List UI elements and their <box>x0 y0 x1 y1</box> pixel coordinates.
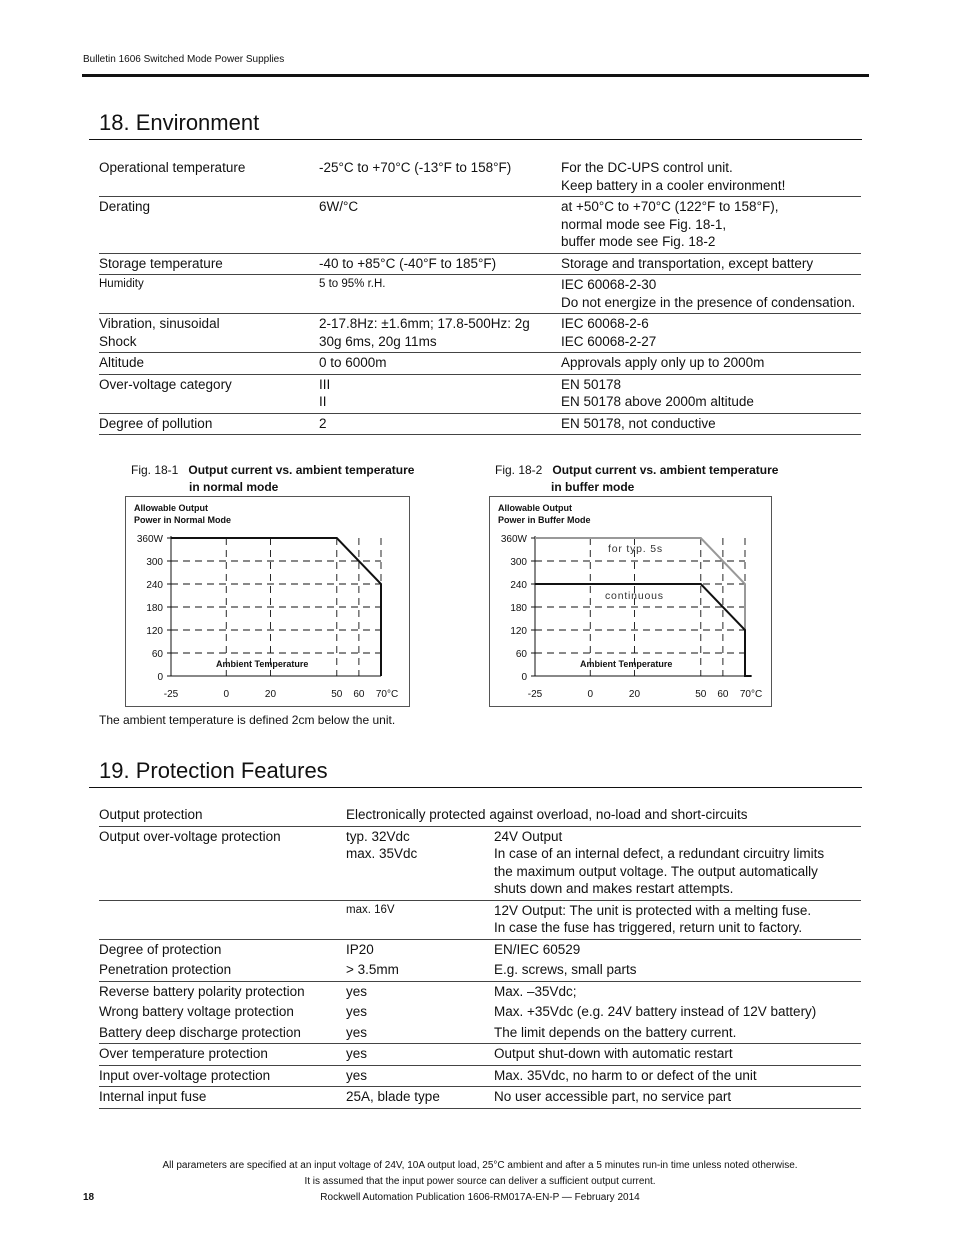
spec-note <box>561 374 861 413</box>
spec-label-line: Degree of pollution <box>99 415 213 431</box>
spec-label <box>99 981 346 1002</box>
spec-value-line: -40 to +85°C (-40°F to 185°F) <box>319 255 497 271</box>
tick-label-x: 60 <box>353 689 365 700</box>
tick-label-y: 360W <box>500 534 527 545</box>
tick-label-y: 0 <box>521 672 527 683</box>
tick-label-y: 60 <box>515 649 527 660</box>
spec-value <box>346 826 494 900</box>
spec-label-line: Wrong battery voltage protection <box>99 1004 294 1019</box>
axis-title-y-line2: Power in Normal Mode <box>134 515 232 525</box>
spec-note <box>561 197 861 254</box>
spec-label-line: Penetration protection <box>99 962 232 977</box>
spec-label-line: Over temperature protection <box>99 1046 268 1061</box>
spec-value <box>319 275 561 314</box>
spec-label-line: Derating <box>99 199 151 214</box>
spec-note-line: buffer mode see Fig. 18-2 <box>561 234 716 249</box>
spec-note-line: EN/IEC 60529 <box>494 941 581 957</box>
tick-label-y: 120 <box>146 626 163 637</box>
spec-value-line: 2-17.8Hz: ±1.6mm; 17.8-500Hz: 2g <box>319 316 530 331</box>
figure-title: Output current vs. ambient temperature <box>552 463 779 477</box>
spec-row <box>99 197 861 254</box>
spec-row <box>99 1044 861 1066</box>
tick-label-x: 70°C <box>739 689 763 700</box>
tick-label-x: 70°C <box>375 689 399 700</box>
spec-label <box>99 1002 346 1023</box>
spec-value-line: yes <box>346 1067 368 1083</box>
spec-note <box>561 253 861 275</box>
spec-value <box>319 253 561 275</box>
figure-title-line2: in normal mode <box>189 480 279 494</box>
spec-note <box>561 275 861 314</box>
spec-row <box>99 805 861 826</box>
spec-value-line: Electronically protected against overload, no-load and short-circuits <box>346 807 748 822</box>
axis-title-y: Allowable Output <box>134 503 208 513</box>
spec-note-line: the maximum output voltage. The output automatically <box>494 863 818 879</box>
chart-normal-mode <box>125 496 410 707</box>
spec-value <box>319 413 561 435</box>
spec-label <box>99 939 346 960</box>
spec-label-line: Operational temperature <box>99 160 246 175</box>
spec-value-line: -25°C to +70°C (-13°F to 158°F) <box>319 160 512 175</box>
spec-note <box>561 413 861 435</box>
spec-row <box>99 826 861 900</box>
tick-label-x: 50 <box>331 689 343 700</box>
spec-note <box>561 314 861 353</box>
page-number: 18 <box>83 1192 95 1203</box>
spec-label-line: Output protection <box>99 807 203 822</box>
spec-note-line: Max. 35Vdc, no harm to or defect of the unit <box>494 1067 757 1083</box>
spec-note-line: EN 50178 above 2000m altitude <box>561 394 754 409</box>
spec-note-line: Do not energize in the presence of condensation. <box>561 294 856 310</box>
spec-note <box>494 960 861 981</box>
spec-value <box>346 1087 494 1109</box>
footer-line: All parameters are specified at an input voltage of 24V, 10A output load, 25°C ambient and after a 5 minutes run-in time unless noted otherwise. <box>162 1160 798 1171</box>
spec-value <box>346 939 494 960</box>
tick-label-x: 60 <box>717 689 729 700</box>
series-label: for typ. 5s <box>608 543 663 555</box>
tick-label-y: 300 <box>510 557 527 568</box>
spec-value-line: max. 16V <box>346 903 395 916</box>
spec-label-line: Over-voltage category <box>99 376 232 392</box>
spec-note <box>494 900 861 939</box>
tick-label-y: 60 <box>151 649 163 660</box>
spec-value-line: 2 <box>319 415 327 431</box>
section-title-environment: 18. Environment <box>99 110 260 135</box>
tick-label-y: 300 <box>146 557 163 568</box>
spec-value-line: IP20 <box>346 941 374 957</box>
spec-note <box>494 981 861 1002</box>
spec-value <box>319 158 561 197</box>
spec-label <box>99 1065 346 1087</box>
spec-note-line: 24V Output <box>494 828 563 844</box>
spec-note <box>494 1065 861 1087</box>
spec-label-line: Output over-voltage protection <box>99 828 281 844</box>
spec-note-line: Max. –35Vdc; <box>494 983 577 999</box>
axis-title-x: Ambient Temperature <box>216 659 309 669</box>
spec-value-line: III <box>319 376 331 392</box>
figure-title: Output current vs. ambient temperature <box>188 463 415 477</box>
spec-label <box>99 805 346 826</box>
spec-row <box>99 1087 861 1109</box>
spec-row <box>99 981 861 1002</box>
spec-note-line: In case the fuse has triggered, return unit to factory. <box>494 920 803 935</box>
figure-caption-18-1 <box>131 462 461 496</box>
spec-label-line <box>99 393 319 411</box>
spec-note-line: No user accessible part, no service part <box>494 1089 732 1104</box>
spec-label-line: Humidity <box>99 278 144 290</box>
spec-label <box>99 158 319 197</box>
spec-note-line: EN 50178 <box>561 376 622 392</box>
spec-note-line: For the DC-UPS control unit. <box>561 160 733 175</box>
spec-value-line: typ. 32Vdc <box>346 828 410 844</box>
spec-row <box>99 1023 861 1044</box>
spec-row <box>99 1002 861 1023</box>
section-rule <box>89 139 862 140</box>
tick-label-x: -25 <box>163 689 179 700</box>
spec-label <box>99 374 319 413</box>
axis-title-y-line2: Power in Buffer Mode <box>498 515 591 525</box>
tick-label-x: 0 <box>223 689 230 700</box>
footer-notes <box>99 1158 861 1206</box>
spec-label <box>99 826 346 900</box>
tick-label-y: 180 <box>146 603 163 614</box>
spec-label <box>99 413 319 435</box>
spec-row <box>99 374 861 413</box>
spec-note-line: 12V Output: The unit is protected with a melting fuse. <box>494 902 812 918</box>
spec-row <box>99 1065 861 1087</box>
spec-value <box>319 314 561 353</box>
spec-note <box>494 939 861 960</box>
spec-label-line: Input over-voltage protection <box>99 1067 271 1083</box>
spec-label-line: Shock <box>99 333 137 349</box>
spec-label-line: Battery deep discharge protection <box>99 1024 301 1040</box>
spec-label-line: Degree of protection <box>99 941 222 957</box>
spec-value-line: max. 35Vdc <box>346 846 418 861</box>
spec-row <box>99 275 861 314</box>
spec-label-line: Reverse battery polarity protection <box>99 983 305 999</box>
spec-value <box>346 960 494 981</box>
spec-value <box>319 197 561 254</box>
spec-value <box>346 1044 494 1066</box>
spec-value <box>346 900 494 939</box>
tick-label-y: 0 <box>157 672 163 683</box>
environment-table <box>99 158 861 435</box>
running-header: Bulletin 1606 Switched Mode Power Supplies <box>83 54 285 65</box>
spec-label-line <box>99 902 346 920</box>
spec-label <box>99 197 319 254</box>
spec-value-line: 5 to 95% r.H. <box>319 278 386 290</box>
spec-note-line: Approvals apply only up to 2000m <box>561 355 765 370</box>
spec-label <box>99 900 346 939</box>
spec-note-line: Output shut-down with automatic restart <box>494 1046 733 1061</box>
spec-note <box>494 826 861 900</box>
figure-number: Fig. 18-1 <box>131 463 179 477</box>
spec-value <box>346 1023 494 1044</box>
spec-note-line: Keep battery in a cooler environment! <box>561 177 786 193</box>
spec-label-line: Vibration, sinusoidal <box>99 316 220 331</box>
axis-title-x: Ambient Temperature <box>580 659 673 669</box>
spec-row <box>99 158 861 197</box>
spec-value <box>346 805 861 826</box>
spec-note-line: IEC 60068-2-27 <box>561 333 657 349</box>
series-line <box>171 538 381 676</box>
spec-value <box>319 374 561 413</box>
spec-value-line: 0 to 6000m <box>319 355 387 370</box>
tick-label-y: 180 <box>510 603 527 614</box>
figure-number: Fig. 18-2 <box>495 463 543 477</box>
spec-label <box>99 353 319 375</box>
header-rule <box>82 74 869 77</box>
tick-label-x: 50 <box>695 689 707 700</box>
spec-note-line: Max. +35Vdc (e.g. 24V battery instead of 12V battery) <box>494 1004 817 1019</box>
spec-value-line: yes <box>346 1004 368 1019</box>
spec-value-line: 6W/°C <box>319 199 359 214</box>
spec-note-line: In case of an internal defect, a redundant circuitry limits <box>494 846 825 861</box>
spec-note-line: The limit depends on the battery current. <box>494 1024 737 1040</box>
spec-row <box>99 413 861 435</box>
spec-label-line: Storage temperature <box>99 255 223 271</box>
spec-value <box>319 353 561 375</box>
spec-note <box>561 158 861 197</box>
spec-note-line: IEC 60068-2-30 <box>561 277 657 292</box>
spec-value <box>346 1065 494 1087</box>
spec-value-line: yes <box>346 1024 368 1040</box>
section-rule <box>89 787 862 788</box>
spec-note-line: EN 50178, not conductive <box>561 415 716 431</box>
series-line <box>535 538 745 676</box>
spec-value-line: yes <box>346 983 368 999</box>
tick-label-y: 360W <box>136 534 163 545</box>
tick-label-x: 20 <box>628 689 641 700</box>
spec-note-line: at +50°C to +70°C (122°F to 158°F), <box>561 199 779 214</box>
spec-note <box>494 1087 861 1109</box>
footer-line: It is assumed that the input power source can deliver a sufficient output current. <box>304 1176 656 1187</box>
spec-value-line: 30g 6ms, 20g 11ms <box>319 333 437 349</box>
spec-row <box>99 939 861 960</box>
spec-label <box>99 1023 346 1044</box>
spec-note-line: normal mode see Fig. 18-1, <box>561 216 727 232</box>
protection-table <box>99 805 861 1109</box>
spec-label-line: Altitude <box>99 355 145 370</box>
ambient-note: The ambient temperature is defined 2cm below the unit. <box>99 713 396 727</box>
figure-title-line2: in buffer mode <box>551 480 635 494</box>
spec-label <box>99 1044 346 1066</box>
spec-value-line: yes <box>346 1046 368 1061</box>
tick-label-x: 0 <box>587 689 594 700</box>
spec-note-line: Storage and transportation, except battery <box>561 255 814 271</box>
tick-label-y: 120 <box>510 626 527 637</box>
spec-row <box>99 960 861 981</box>
spec-value-line: > 3.5mm <box>346 962 399 977</box>
tick-label-x: 20 <box>264 689 277 700</box>
axis-title-y: Allowable Output <box>498 503 572 513</box>
spec-label <box>99 960 346 981</box>
spec-value-line: II <box>319 394 327 409</box>
spec-note <box>494 1044 861 1066</box>
figure-caption-18-2 <box>495 462 825 496</box>
spec-label <box>99 1087 346 1109</box>
spec-note <box>561 353 861 375</box>
spec-note <box>494 1023 861 1044</box>
tick-label-x: -25 <box>527 689 543 700</box>
spec-row <box>99 900 861 939</box>
spec-note-line: shuts down and makes restart attempts. <box>494 881 734 896</box>
section-title-protection: 19. Protection Features <box>99 758 328 783</box>
spec-row <box>99 314 861 353</box>
tick-label-y: 240 <box>510 580 527 591</box>
publication-id: Rockwell Automation Publication 1606-RM017A-EN-P — February 2014 <box>320 1192 640 1203</box>
spec-value <box>346 1002 494 1023</box>
spec-label <box>99 314 319 353</box>
spec-value <box>346 981 494 1002</box>
spec-note <box>494 1002 861 1023</box>
spec-label <box>99 275 319 314</box>
spec-value-line: 25A, blade type <box>346 1089 440 1104</box>
spec-label-line: Internal input fuse <box>99 1089 207 1104</box>
spec-note-line: E.g. screws, small parts <box>494 962 637 977</box>
spec-label <box>99 253 319 275</box>
tick-label-y: 240 <box>146 580 163 591</box>
spec-note-line: IEC 60068-2-6 <box>561 316 649 331</box>
chart-buffer-mode <box>489 496 772 707</box>
spec-row <box>99 353 861 375</box>
series-label: continuous <box>605 590 664 602</box>
spec-row <box>99 253 861 275</box>
